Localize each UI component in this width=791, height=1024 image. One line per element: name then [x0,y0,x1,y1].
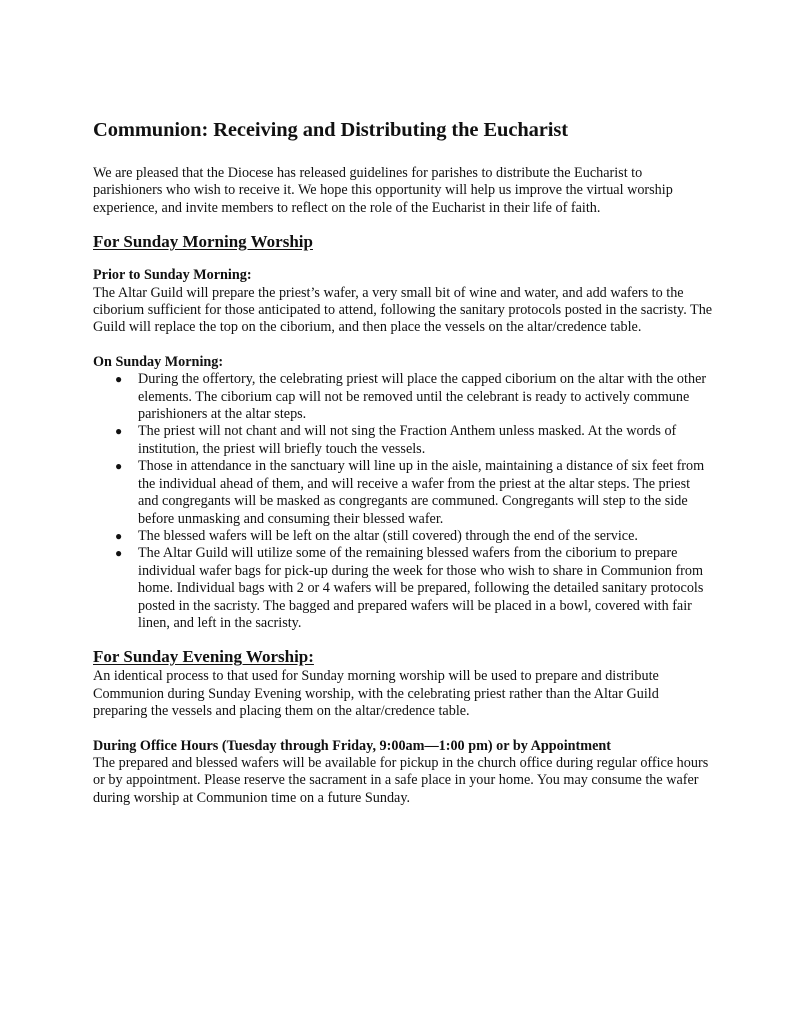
bullet-icon: ● [115,459,123,474]
morning-worship-heading: For Sunday Morning Worship [93,232,313,252]
prior-sunday-heading: Prior to Sunday Morning: [93,267,252,284]
evening-worship-heading: For Sunday Evening Worship: [93,647,314,667]
document-body [93,117,713,807]
bullet-icon: ● [115,546,123,561]
bullet-icon: ● [115,528,123,543]
office-hours-paragraph: The prepared and blessed wafers will be available for pickup in the church office during regular office hours or by appointment. Please reserve the sacrament in a safe place in your home. You may consume the wafer during worship at Communion time on a future Sunday. [93,754,709,806]
bullet-icon: ● [115,372,123,387]
sunday-morning-bullet-list [93,371,713,632]
list-item [93,528,713,545]
list-item [93,423,713,458]
list-item [93,545,713,632]
list-item [93,371,713,423]
list-item [93,458,713,528]
list-item-text: During the offertory, the celebrating priest will place the capped ciborium on the altar with the other elements. The ciborium cap will not be removed until the celebrant is ready to actively commune parishioners at the altar steps. [138,371,707,423]
list-item-text: The Altar Guild will utilize some of the remaining blessed wafers from the ciborium to prepare individual wafer bags for pick-up during the week for those who wish to share in Communion from home. Individual bags with 2 or 4 wafers will be prepared, following the detailed sanitary protocols posted in the sacristy. The bagged and prepared wafers will be placed in a bowl, covered with fair linen, and left in the sacristy. [138,545,704,631]
on-sunday-heading: On Sunday Morning: [93,353,224,370]
evening-worship-paragraph: An identical process to that used for Sunday morning worship will be used to prepare and distribute Communion during Sunday Evening worship, with the celebrating priest rather than the Altar Guild preparing the vessels and placing them on the altar/credence table. [93,668,659,720]
intro-paragraph: We are pleased that the Diocese has released guidelines for parishes to distribute the Eucharist to parishioners who wish to receive it. We hope this opportunity will help us improve the virtual worship experience, and invite members to reflect on the role of the Eucharist in their life of faith. [93,165,673,216]
list-item-text: The blessed wafers will be left on the altar (still covered) through the end of the service. [138,527,638,544]
list-item-text: The priest will not chant and will not sing the Fraction Anthem unless masked. At the words of institution, the priest will briefly touch the vessels. [138,423,677,457]
office-hours-heading: During Office Hours (Tuesday through Friday, 9:00am—1:00 pm) or by Appointment [93,737,612,754]
list-item-text: Those in attendance in the sanctuary will line up in the aisle, maintaining a distance of six feet from the individual ahead of them, and will receive a wafer from the priest at the altar steps. The priest and congregants will be masked as congregants are communed. Congregants will step to the side before unmasking and consuming their blessed wafer. [138,458,705,527]
bullet-icon: ● [115,424,123,439]
prior-sunday-paragraph: The Altar Guild will prepare the priest’s wafer, a very small bit of wine and water, and add wafers to the ciborium sufficient for those anticipated to attend, following the sanitary protocols posted in the sacristy. The Guild will replace the top on the ciborium, and then place the vessels on the altar/credence table. [93,284,713,336]
document-title: Communion: Receiving and Distributing the Eucharist [93,119,568,141]
